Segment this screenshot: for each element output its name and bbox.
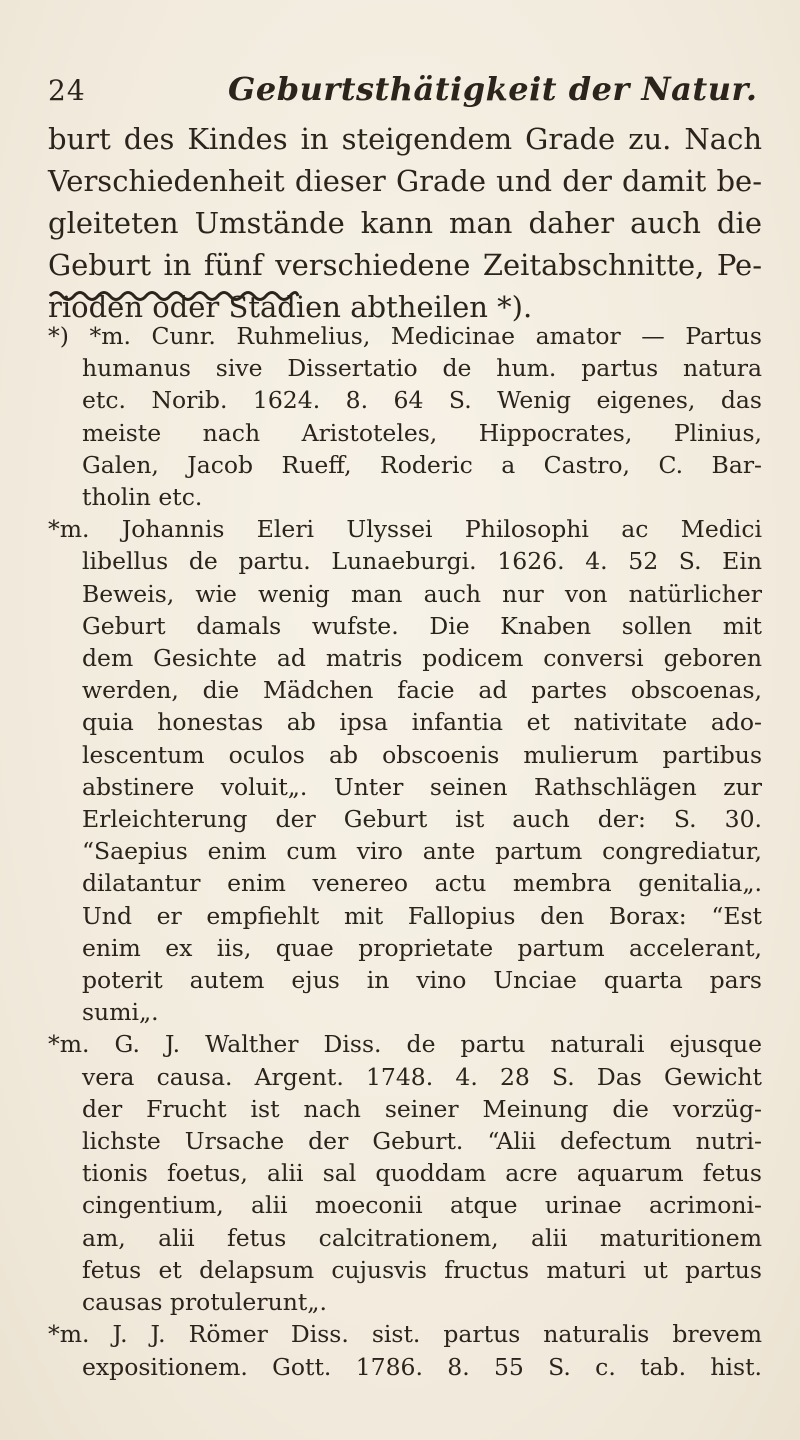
footnote-line: lescentum oculos ab obscoenis mulierum partibus <box>82 740 762 769</box>
footnote-elerus <box>48 513 762 1028</box>
footnote-line: “Saepius enim cum viro ante partum congrediatur, <box>82 837 762 866</box>
footnote-roemer <box>48 1318 762 1382</box>
footnote-line: libellus de partu. Lunaeburgi. 1626. 4. 52 S. Ein <box>82 547 762 576</box>
page-number: 24 <box>48 74 86 107</box>
footnote-line: enim ex iis, quae proprietate partum accelerant, <box>82 933 762 962</box>
running-head <box>48 58 760 108</box>
footnote-line: humanus sive Dissertatio de hum. partus natura <box>82 354 762 383</box>
footnote-ruhmelius <box>48 320 762 513</box>
footnote-line: Geburt damals wufste. Die Knaben sollen mit <box>82 611 762 640</box>
footnote-line: quia honestas ab ipsa infantia et nativitate ado- <box>82 708 762 737</box>
footnote-line: vera causa. Argent. 1748. 4. 28 S. Das Gewicht <box>82 1062 762 1091</box>
footnote-line: lichste Ursache der Geburt. “Alii defectum nutri- <box>82 1127 762 1156</box>
footnote-line: *m. G. J. Walther Diss. de partu naturali ejusque <box>48 1030 762 1059</box>
footnote-line: *m. J. J. Römer Diss. sist. partus naturalis brevem <box>48 1320 762 1349</box>
footnote-line: *m. Johannis Eleri Ulyssei Philosophi ac Medici <box>48 515 762 544</box>
footnote-line: fetus et delapsum cujusvis fructus maturi ut partus <box>82 1255 762 1284</box>
footnote-line: tionis foetus, alii sal quoddam acre aquarum fetus <box>82 1159 762 1188</box>
footnote-line: etc. Norib. 1624. 8. 64 S. Wenig eigenes, das <box>82 386 762 415</box>
footnote-line: Beweis, wie wenig man auch nur von natürlicher <box>82 579 762 608</box>
footnote-line: dem Gesichte ad matris podicem conversi geboren <box>82 644 762 673</box>
running-title: Geburtsthätigkeit der Natur. <box>228 70 758 108</box>
footnote-line: sumi„. <box>82 998 159 1027</box>
footnote-line: Erleichterung der Geburt ist auch der: S. 30. <box>82 805 762 834</box>
footnote-line: Galen, Jacob Rueff, Roderic a Castro, C. Bar- <box>82 450 762 479</box>
body-line: Verschiedenheit dieser Grade und der damit be- <box>48 164 762 198</box>
footnote-line: tholin etc. <box>82 483 203 512</box>
footnote-line: poterit autem ejus in vino Unciae quarta pars <box>82 966 762 995</box>
body-line: rioden oder Stadien abtheilen *). <box>48 290 533 324</box>
body-line: gleiteten Umstände kann man daher auch die <box>48 206 762 240</box>
footnote-line: causas protulerunt„. <box>82 1288 327 1317</box>
footnote-line: am, alii fetus calcitrationem, alii maturitionem <box>82 1223 762 1252</box>
footnote-walther <box>48 1028 762 1318</box>
footnote-line: der Frucht ist nach seiner Meinung die vorzüg- <box>82 1094 762 1123</box>
footnote-line: abstinere voluit„. Unter seinen Rathschlägen zur <box>82 772 762 801</box>
footnote-line: meiste nach Aristoteles, Hippocrates, Plinius, <box>82 418 762 447</box>
footnote-line: expositionem. Gott. 1786. 8. 55 S. c. tab. hist. <box>82 1352 762 1381</box>
footnotes <box>48 320 762 1383</box>
footnote-line: werden, die Mädchen facie ad partes obscoenas, <box>82 676 762 705</box>
footnote-line: Und er empfiehlt mit Fallopius den Borax: “Est <box>82 901 762 930</box>
footnote-line: *) *m. Cunr. Ruhmelius, Medicinae amator — Partus <box>48 322 762 350</box>
footnote-line: dilatantur enim venereo actu membra genitalia„. <box>82 869 762 898</box>
body-line: burt des Kindes in steigendem Grade zu. Nach <box>48 122 762 156</box>
footnote-line: cingentium, alii moeconii atque urinae acrimoni- <box>82 1191 762 1220</box>
ornamental-divider <box>48 288 300 304</box>
body-line: Geburt in fünf verschiedene Zeitabschnitte, Pe- <box>48 248 762 282</box>
